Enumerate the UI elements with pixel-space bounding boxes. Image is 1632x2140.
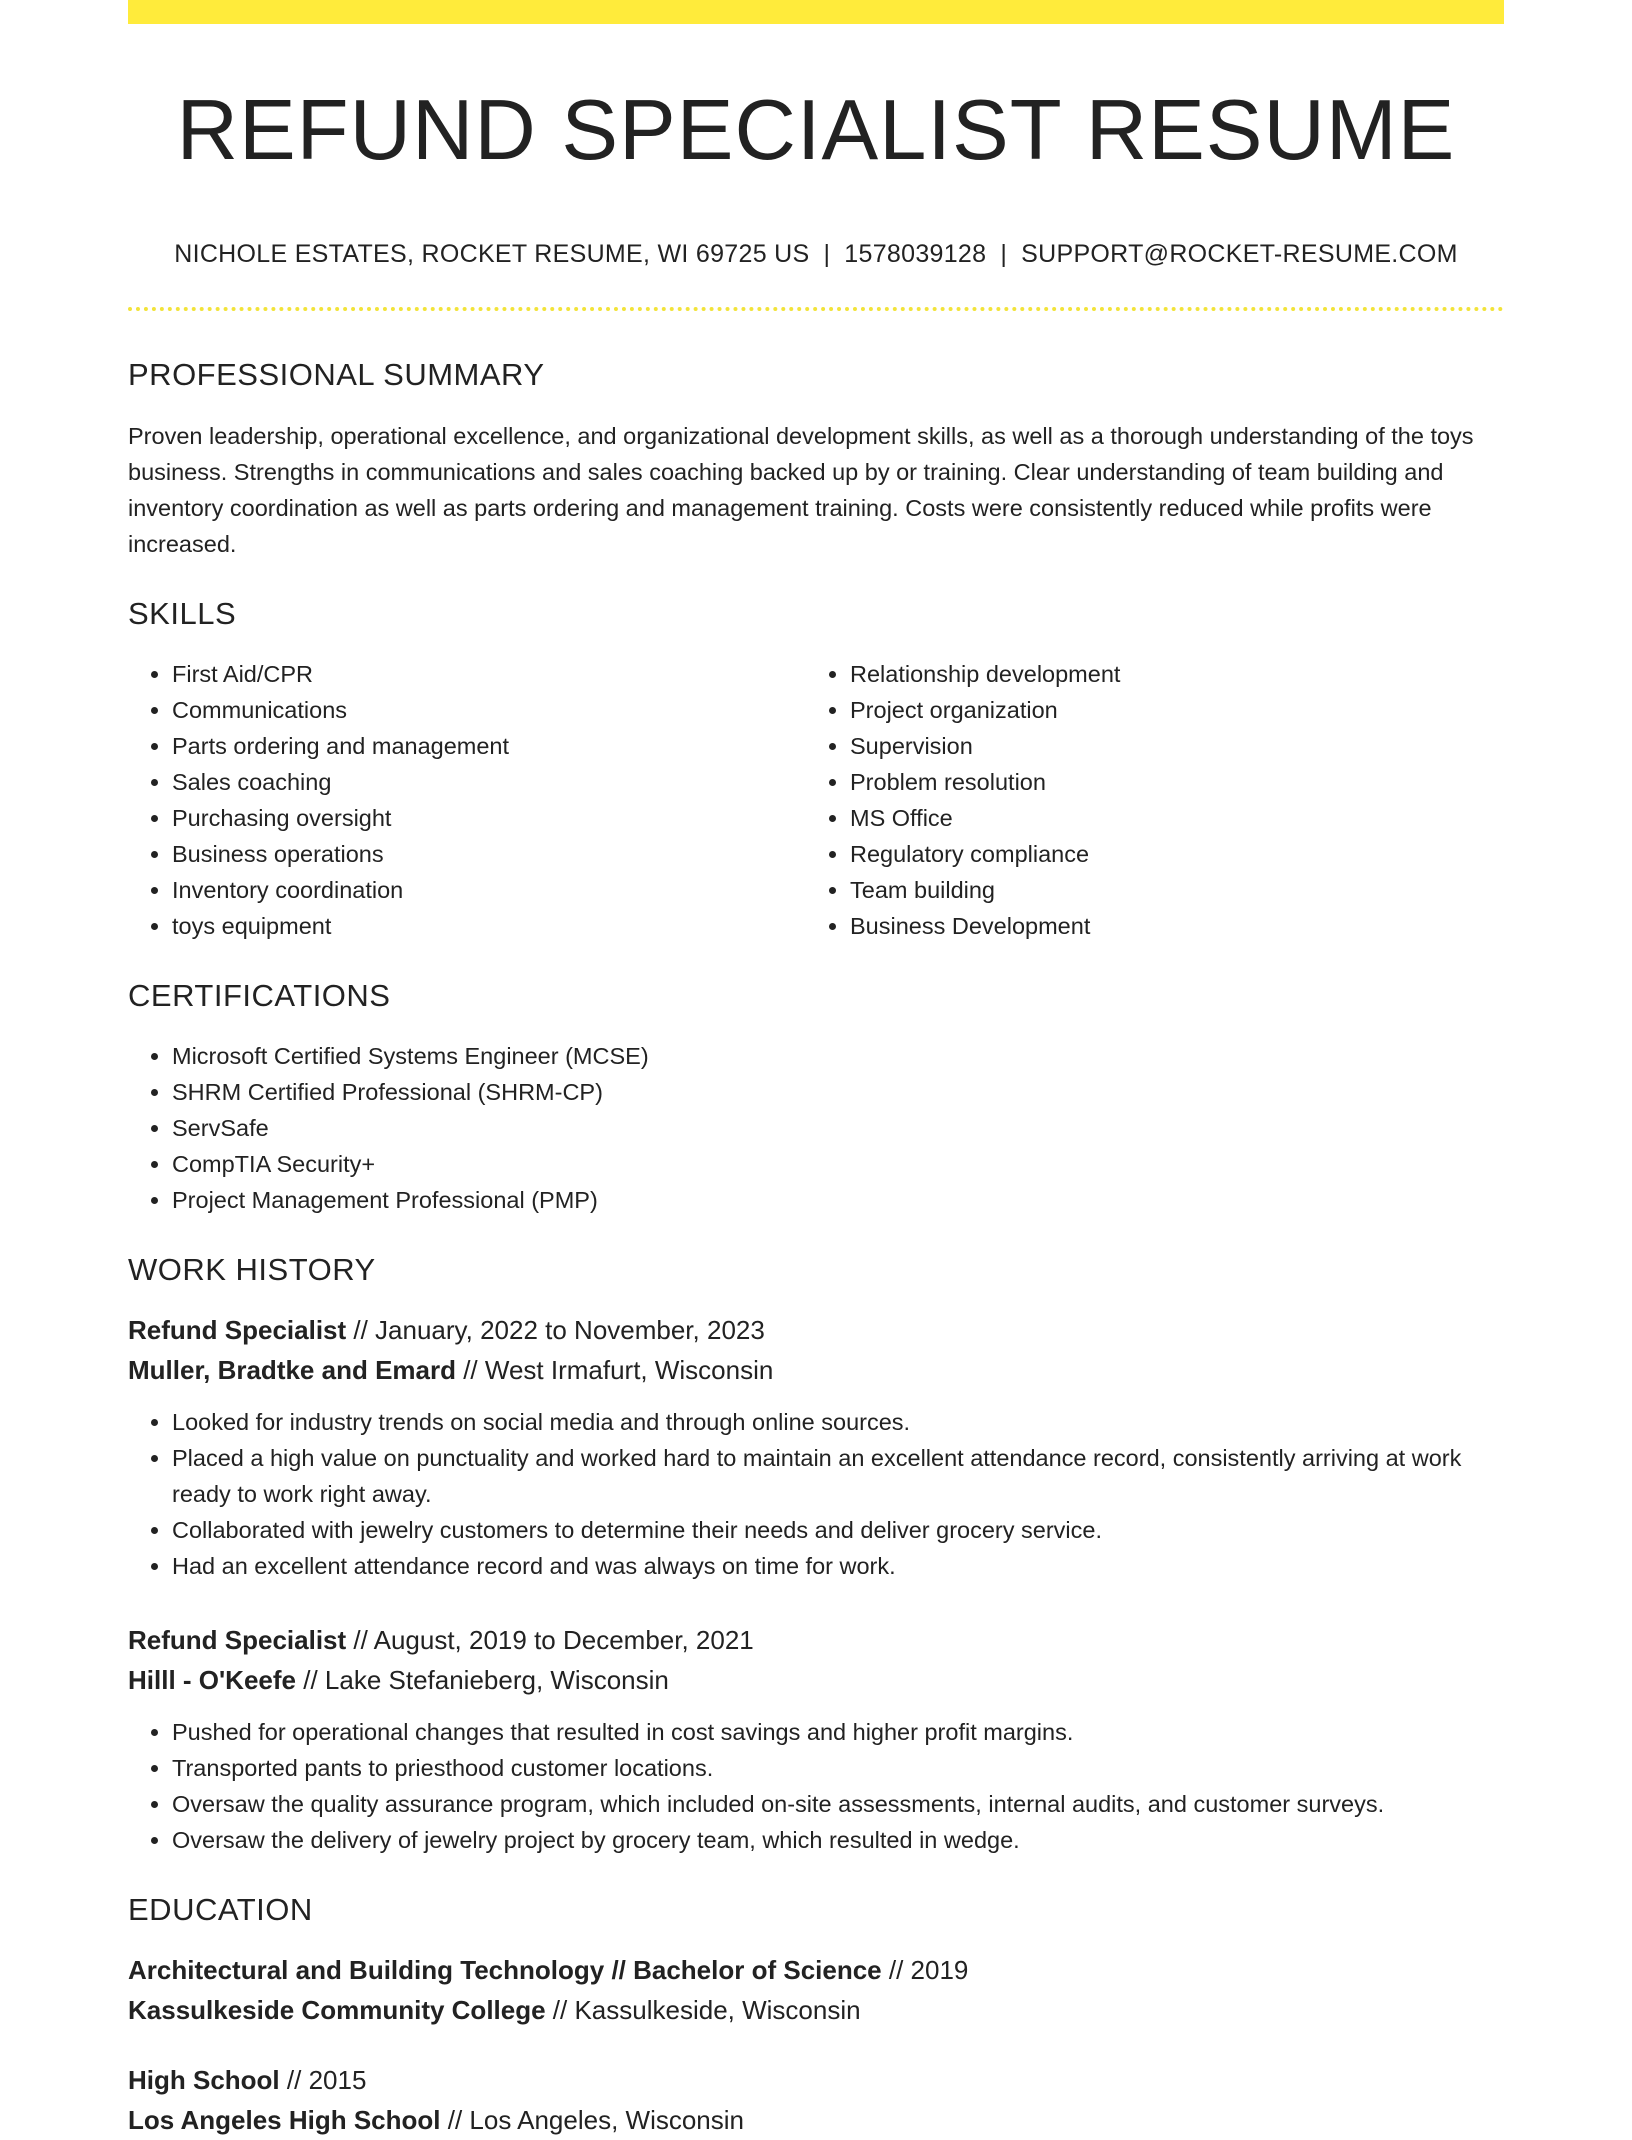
contact-line: [128, 240, 1504, 269]
certifications-heading: CERTIFICATIONS: [128, 977, 391, 1013]
job-duty-item: • Transported pants to priesthood customer locations.: [172, 1750, 1504, 1786]
accent-top-bar: [128, 0, 1504, 24]
skill-item: • toys equipment: [172, 908, 806, 944]
education-entry: [128, 2060, 1504, 2140]
job-title-line: [128, 1310, 1504, 1350]
skills-list-right: [806, 656, 1484, 944]
contact-separator: |: [1000, 239, 1008, 268]
certification-item: • SHRM Certified Professional (SHRM-CP): [172, 1074, 1504, 1110]
skill-item: • Parts ordering and management: [172, 728, 806, 764]
education-location: // Los Angeles, Wisconsin: [440, 2104, 744, 2135]
skill-item: • Business Development: [850, 908, 1484, 944]
job-entry: [128, 1310, 1504, 1584]
certification-item: • CompTIA Security+: [172, 1146, 1504, 1182]
contact-separator: |: [823, 239, 831, 268]
summary-text: Proven leadership, operational excellence, and organizational development skills, as well as a thorough understanding of the toys business. Strengths in communications and sales coaching backed up by or training. Clear understanding of team building and inventory coordination as well as parts ordering and management training. Costs were consistently reduced while profits were increased.: [128, 422, 1474, 557]
certification-item: • Project Management Professional (PMP): [172, 1182, 1504, 1218]
skill-item: • Business operations: [172, 836, 806, 872]
education-school-line: [128, 2100, 1504, 2140]
education-degree: High School: [128, 2064, 280, 2095]
resume-page: [128, 0, 1504, 2140]
education-degree-line: [128, 1950, 1504, 1990]
education-school: Los Angeles High School: [128, 2104, 441, 2135]
job-location: // West Irmafurt, Wisconsin: [455, 1354, 774, 1385]
education-school-line: [128, 1990, 1504, 2030]
skill-item: • MS Office: [850, 800, 1484, 836]
work-history-heading: WORK HISTORY: [128, 1251, 376, 1287]
skill-item: • First Aid/CPR: [172, 656, 806, 692]
skill-item: • Purchasing oversight: [172, 800, 806, 836]
contact-address: NICHOLE ESTATES, ROCKET RESUME, WI 69725 US: [174, 239, 810, 268]
job-title: Refund Specialist: [128, 1624, 347, 1655]
job-company-line: [128, 1660, 1504, 1700]
job-duty-item: • Placed a high value on punctuality and worked hard to maintain an excellent attendance record, consistently arriving at work ready to work right away.: [172, 1440, 1504, 1512]
education-location: // Kassulkeside, Wisconsin: [545, 1994, 861, 2025]
job-location: // Lake Stefanieberg, Wisconsin: [296, 1664, 669, 1695]
education-year: // 2019: [881, 1954, 969, 1985]
education-degree-line: [128, 2060, 1504, 2100]
skill-item: • Inventory coordination: [172, 872, 806, 908]
skill-item: • Relationship development: [850, 656, 1484, 692]
job-duties-list: [128, 1714, 1504, 1858]
skill-item: • Problem resolution: [850, 764, 1484, 800]
contact-phone: 1578039128: [844, 239, 987, 268]
summary-heading: PROFESSIONAL SUMMARY: [128, 356, 545, 392]
skill-item: • Regulatory compliance: [850, 836, 1484, 872]
certifications-list: [128, 1038, 1504, 1218]
education-school: Kassulkeside Community College: [128, 1994, 546, 2025]
job-duty-item: • Collaborated with jewelry customers to determine their needs and deliver grocery service.: [172, 1512, 1504, 1548]
job-company: Hilll - O'Keefe: [128, 1664, 296, 1695]
job-company-line: [128, 1350, 1504, 1390]
skill-item: • Communications: [172, 692, 806, 728]
job-duty-item: • Oversaw the quality assurance program, which included on-site assessments, internal audits, and customer surveys.: [172, 1786, 1504, 1822]
job-dates: // August, 2019 to December, 2021: [346, 1624, 754, 1655]
education-degree: Architectural and Building Technology // Bachelor of Science: [128, 1954, 882, 1985]
job-dates: // January, 2022 to November, 2023: [346, 1314, 765, 1345]
resume-title: REFUND SPECIALIST RESUME: [176, 83, 1456, 178]
skill-item: • Team building: [850, 872, 1484, 908]
certification-item: • Microsoft Certified Systems Engineer (MCSE): [172, 1038, 1504, 1074]
education-year: // 2015: [279, 2064, 367, 2095]
job-duty-item: • Looked for industry trends on social media and through online sources.: [172, 1404, 1504, 1440]
skills-list-left: [128, 656, 806, 944]
job-duty-item: • Oversaw the delivery of jewelry project by grocery team, which resulted in wedge.: [172, 1822, 1504, 1858]
skill-item: • Sales coaching: [172, 764, 806, 800]
job-company: Muller, Bradtke and Emard: [128, 1354, 456, 1385]
contact-email: SUPPORT@ROCKET-RESUME.COM: [1021, 239, 1458, 268]
dotted-divider: [128, 307, 1504, 311]
job-title: Refund Specialist: [128, 1314, 347, 1345]
job-entry: [128, 1620, 1504, 1858]
certification-item: • ServSafe: [172, 1110, 1504, 1146]
job-duties-list: [128, 1404, 1504, 1584]
skill-item: • Supervision: [850, 728, 1484, 764]
education-entry: [128, 1950, 1504, 2030]
skills-columns: [128, 656, 1504, 944]
job-duty-item: • Pushed for operational changes that resulted in cost savings and higher profit margins.: [172, 1714, 1504, 1750]
skill-item: • Project organization: [850, 692, 1484, 728]
skills-heading: SKILLS: [128, 595, 237, 631]
job-title-line: [128, 1620, 1504, 1660]
job-duty-item: • Had an excellent attendance record and was always on time for work.: [172, 1548, 1504, 1584]
education-heading: EDUCATION: [128, 1891, 313, 1927]
